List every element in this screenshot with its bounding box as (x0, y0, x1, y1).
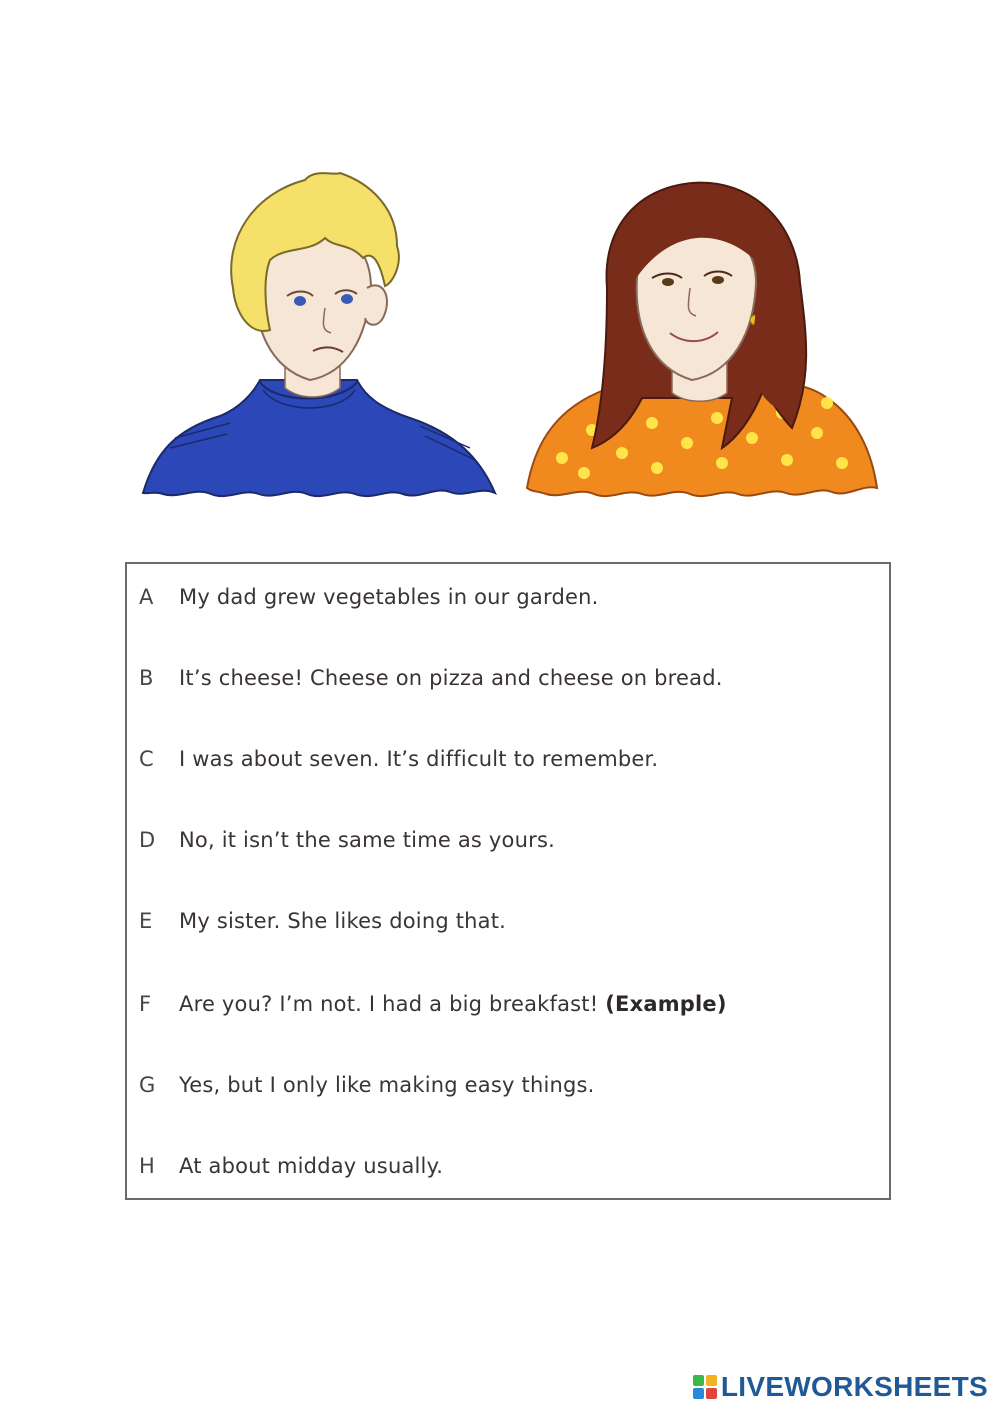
option-b (127, 658, 889, 698)
example-label: (Example) (605, 992, 727, 1016)
option-text: My sister. She likes doing that. (179, 909, 507, 933)
option-letter: E (139, 909, 153, 933)
liveworksheets-logo (693, 1370, 988, 1404)
option-letter: F (139, 992, 152, 1016)
logo-text: LIVEWORKSHEETS (720, 1371, 988, 1402)
logo-icon (693, 1375, 717, 1399)
option-letter: G (139, 1073, 156, 1097)
boy-illustration (135, 168, 500, 503)
option-text: At about midday usually. (179, 1154, 444, 1178)
girl-illustration (522, 168, 882, 503)
option-d (127, 820, 889, 860)
option-letter: A (139, 585, 154, 609)
option-c (127, 739, 889, 779)
option-text: I was about seven. It’s difficult to remember. (179, 747, 659, 771)
option-letter: B (139, 666, 154, 690)
option-f (127, 984, 889, 1024)
option-h (127, 1146, 889, 1186)
option-text: It’s cheese! Cheese on pizza and cheese on bread. (179, 666, 723, 690)
option-letter: H (139, 1154, 155, 1178)
option-letter: C (139, 747, 154, 771)
option-g (127, 1065, 889, 1105)
option-letter: D (139, 828, 156, 852)
option-a (127, 577, 889, 617)
option-text: No, it isn’t the same time as yours. (179, 828, 555, 852)
option-text (179, 992, 727, 1016)
option-text: Yes, but I only like making easy things. (179, 1073, 595, 1097)
option-text-main: Are you? I’m not. I had a big breakfast! (179, 992, 599, 1016)
option-text: My dad grew vegetables in our garden. (179, 585, 599, 609)
option-e (127, 901, 889, 941)
answer-options-box (125, 562, 891, 1200)
